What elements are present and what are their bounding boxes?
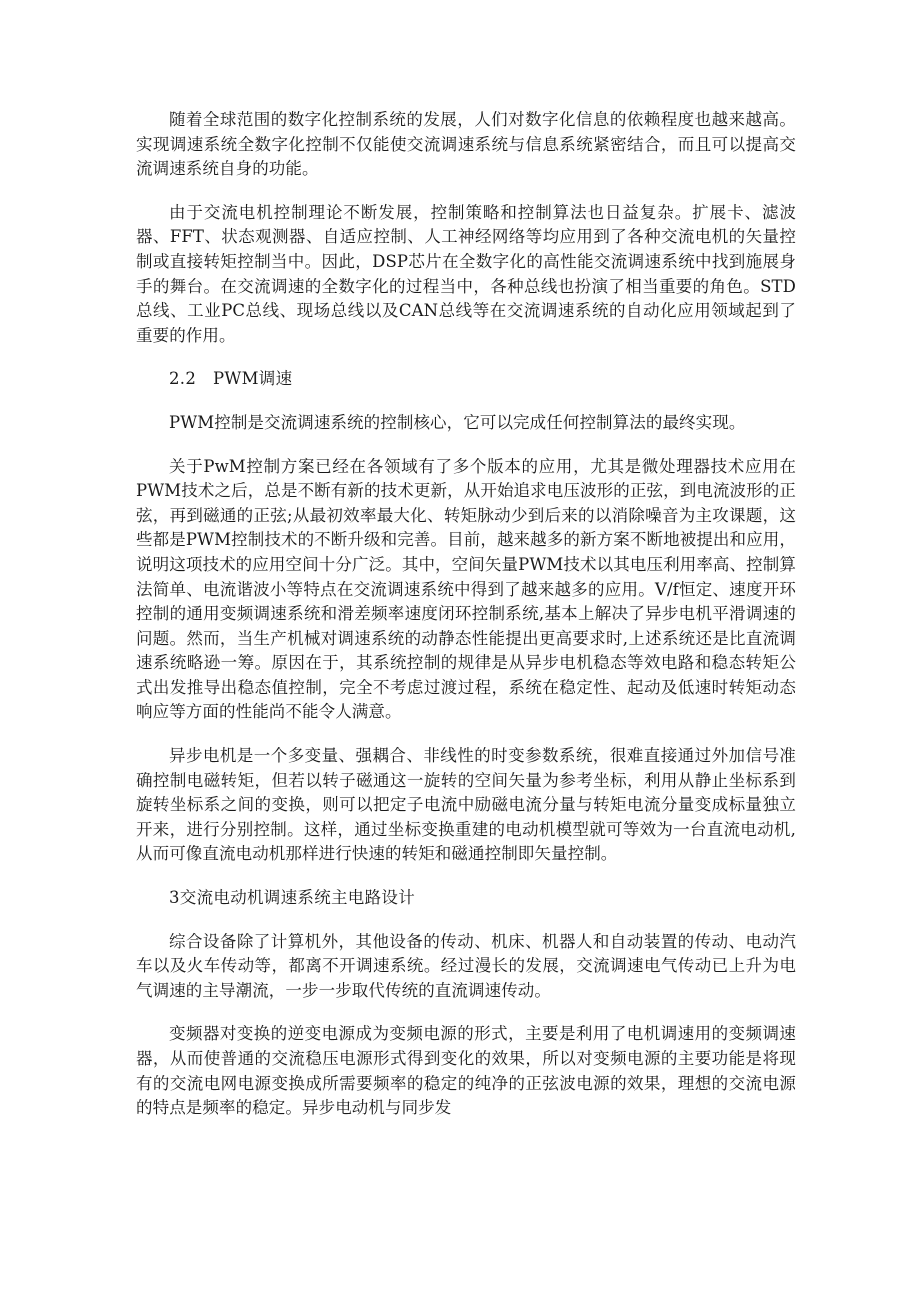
paragraph-pwm-schemes: 关于PwM控制方案已经在各领域有了多个版本的应用，尤其是微处理器技术应用在PWM技术之后，总是不断有新的技术更新，从开始追求电压波形的正弦，到电流波形的正弦，再到磁通的正弦;从最初效率最大化、转矩脉动少到后来的以消除噪音为主攻课题，这些都是PWM控制技术的不断升级和完善。目前，越来越多的新方案不断地被提出和应用，说明这项技术的应用空间十分广泛。其中，空间矢量PWM技术以其电压利用率高、控制算法简单、电流谐波小等特点在交流调速系统中得到了越来越多的应用。V/f恒定、速度开环控制的通用变频调速系统和滑差频率速度闭环控制系统,基本上解决了异步电机平滑调速的问题。然而，当生产机械对调速系统的动静态性能提出更高要求时,上述系统还是比直流调速系统略逊一筹。原因在于，其系统控制的规律是从异步电机稳态等效电路和稳态转矩公式出发推导出稳态值控制，完全不考虑过渡过程，系统在稳定性、起动及低速时转矩动态响应等方面的性能尚不能令人满意。 xyxy=(136,456,796,722)
paragraph-vector-control: 异步电机是一个多变量、强耦合、非线性的时变参数系统，很难直接通过外加信号准确控制电磁转矩，但若以转子磁通这一旋转的空间矢量为参考坐标，利用从静止坐标系到旋转坐标系之间的变换，则可以把定子电流中励磁电流分量与转矩电流分量变成标量独立开来，进行分别控制。这样，通过坐标变换重建的电动机模型就可等效为一台直流电动机,从而可像直流电动机那样进行快速的转矩和磁通控制即矢量控制。 xyxy=(136,746,796,864)
paragraph-ac-drive: 综合设备除了计算机外，其他设备的传动、机床、机器人和自动装置的传动、电动汽车以及火车传动等，都离不开调速系统。经过漫长的发展，交流调速电气传动已上升为电气调速的主导潮流，一步一步取代传统的直流调速传动。 xyxy=(136,931,796,1000)
paragraph-inverter: 变频器对变换的逆变电源成为变频电源的形式，主要是利用了电机调速用的变频调速器，从而使普通的交流稳压电源形式得到变化的效果，所以对变频电源的主要功能是将现有的交流电网电源变换成所需要频率的稳定的纯净的正弦波电源的效果，理想的交流电源的特点是频率的稳定。异步电动机与同步发 xyxy=(136,1024,796,1118)
section-heading-3: 3交流电动机调速系统主电路设计 xyxy=(169,888,415,908)
document-body xyxy=(136,108,796,1140)
paragraph-control-theory: 由于交流电机控制理论不断发展，控制策略和控制算法也日益复杂。扩展卡、滤波器、FFT、状态观测器、自适应控制、人工神经网络等均应用到了各种交流电机的矢量控制或直接转矩控制当中。因此，DSP芯片在全数字化的高性能交流调速系统中找到施展身手的舞台。在交流调速的全数字化的过程当中，各种总线也扮演了相当重要的角色。STD总线、工业PC总线、现场总线以及CAN总线等在交流调速系统的自动化应用领域起到了重要的作用。 xyxy=(136,202,796,345)
paragraph-digital-control: 随着全球范围的数字化控制系统的发展，人们对数字化信息的依赖程度也越来越高。实现调速系统全数字化控制不仅能使交流调速系统与信息系统紧密结合，而且可以提高交流调速系统自身的功能。 xyxy=(136,110,796,179)
paragraph-pwm-core: PWM控制是交流调速系统的控制核心，它可以完成任何控制算法的最终实现。 xyxy=(169,412,746,432)
section-heading-2-2: 2.2 PWM调速 xyxy=(169,369,293,389)
